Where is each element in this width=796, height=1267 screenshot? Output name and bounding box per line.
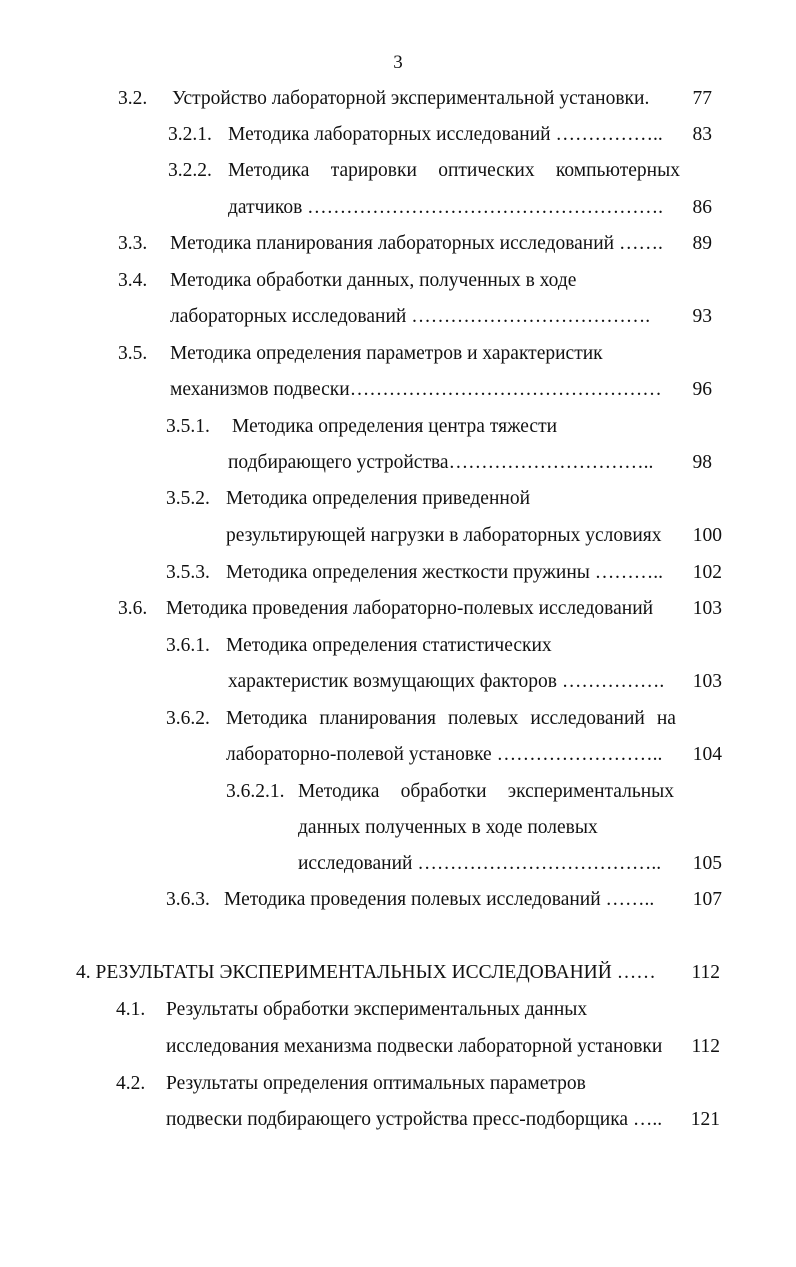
- toc-word: Методика: [298, 781, 380, 802]
- toc-entry-3-4: [118, 266, 714, 296]
- toc-entry-page: 98: [692, 452, 712, 473]
- toc-word: тарировки: [330, 160, 417, 181]
- toc-entry-page: 103: [692, 671, 722, 692]
- toc-word: Методика: [228, 160, 310, 181]
- toc-entry-page: 89: [692, 233, 712, 254]
- toc-entry-3-6-1-cont: [228, 667, 722, 697]
- toc-entry-3-5: [118, 339, 714, 369]
- toc-entry-3-6-2: [166, 704, 676, 734]
- toc-entry-number: 4.1.: [116, 999, 146, 1020]
- toc-entry-number: 3.4.: [118, 270, 148, 291]
- toc-entry-title-line-2: лабораторных исследований ……………………………….: [170, 306, 651, 327]
- toc-entry-number: 3.2.2.: [168, 160, 212, 181]
- toc-entry-title-line-2: исследования механизма подвески лабораторной установки: [166, 1036, 663, 1057]
- toc-entry-title-line-2: механизмов подвески…………………………………………: [170, 379, 662, 400]
- toc-entry-title-line-2: датчиков ……………………………………………….: [228, 197, 664, 218]
- toc-entry-page: 96: [692, 379, 712, 400]
- toc-entry-3-2-2: [168, 156, 680, 186]
- toc-entry-title-line-2: подбирающего устройства…………………………..: [228, 452, 654, 473]
- toc-entry-number: 3.6.1.: [166, 635, 210, 656]
- toc-entry-number: 3.3.: [118, 233, 148, 254]
- toc-entry-page: 107: [692, 889, 722, 910]
- toc-entry-number: 3.2.1.: [168, 124, 212, 145]
- toc-entry-title-line-1: [298, 777, 674, 807]
- toc-entry-number: 4.2.: [116, 1073, 146, 1094]
- toc-entry-title: Методика лабораторных исследований ……………..: [228, 124, 663, 145]
- toc-entry-title-line-1: Методика определения центра тяжести: [232, 416, 558, 437]
- toc-entry-title: Методика проведения лабораторно-полевых исследований: [166, 598, 654, 619]
- toc-entry-4-2-cont: [166, 1105, 720, 1135]
- toc-entry-3-6-2-1: [226, 777, 674, 807]
- toc-entry-3-5-cont: [170, 375, 714, 405]
- toc-entry-page: 105: [692, 853, 722, 874]
- toc-entry-title-line-1: Методика обработки данных, полученных в ходе: [170, 270, 577, 291]
- toc-entry-page: 112: [691, 962, 720, 983]
- toc-word: компьютерных: [555, 160, 680, 181]
- toc-entry-number: 3.5.1.: [166, 416, 210, 437]
- toc-entry-page: 93: [692, 306, 712, 327]
- toc-word: планирования: [319, 708, 437, 729]
- toc-entry-3-6-2-1-cont-1: [298, 813, 722, 843]
- toc-entry-title-line-1: [226, 704, 676, 734]
- toc-entry-page: 102: [692, 562, 722, 583]
- toc-entry-title-line-1: Методика определения параметров и характеристик: [170, 343, 603, 364]
- page-number: 3: [393, 52, 403, 73]
- toc-entry-number: 3.6.2.1.: [226, 781, 285, 802]
- toc-entry-number: 3.5.2.: [166, 488, 210, 509]
- toc-entry-3-5-2-cont: [226, 521, 722, 551]
- toc-entry-number: 3.5.: [118, 343, 148, 364]
- toc-entry-title-line-1: Методика определения приведенной: [226, 488, 531, 509]
- toc-entry-4-2: [116, 1069, 720, 1099]
- toc-entry-3-5-2: [166, 484, 714, 514]
- toc-chapter-title: 4. РЕЗУЛЬТАТЫ ЭКСПЕРИМЕНТАЛЬНЫХ ИССЛЕДОВАНИЙ ……: [76, 962, 656, 983]
- toc-entry-title-line-1: Результаты обработки экспериментальных данных: [166, 999, 588, 1020]
- toc-entry-number: 3.6.3.: [166, 889, 210, 910]
- toc-entry-title-line-1: Результаты определения оптимальных параметров: [166, 1073, 586, 1094]
- toc-entry-3-3: [118, 229, 714, 259]
- toc-entry-4: [76, 958, 720, 988]
- toc-entry-3-4-cont: [170, 302, 714, 332]
- toc-entry-title-line-2: подвески подбирающего устройства пресс-подборщика …..: [166, 1109, 663, 1130]
- toc-entry-number: 3.6.: [118, 598, 148, 619]
- toc-entry-3-2-2-cont: [228, 193, 714, 223]
- toc-entry-title-line-2: лабораторно-полевой установке ……………………..: [226, 744, 663, 765]
- toc-entry-3-6: [118, 594, 722, 624]
- toc-entry-title-line-2: результирующей нагрузки в лабораторных условиях: [226, 525, 662, 546]
- toc-entry-page: 121: [690, 1109, 720, 1130]
- toc-entry-title: Устройство лабораторной экспериментальной установки.: [172, 88, 650, 109]
- toc-word: полевых: [448, 708, 519, 729]
- toc-entry-3-6-1: [166, 631, 722, 661]
- toc-entry-title-line-2: данных полученных в ходе полевых: [298, 817, 598, 838]
- toc-entry-3-2: [118, 84, 722, 114]
- toc-word: Методика: [226, 708, 308, 729]
- toc-entry-number: 3.6.2.: [166, 708, 210, 729]
- toc-entry-page: 103: [692, 598, 722, 619]
- toc-word: исследований: [530, 708, 645, 729]
- toc-entry-3-6-2-1-cont-2: [298, 849, 722, 879]
- toc-word: оптических: [438, 160, 535, 181]
- toc-entry-page: 77: [692, 88, 712, 109]
- toc-entry-page: 100: [692, 525, 722, 546]
- toc-entry-page: 112: [691, 1036, 720, 1057]
- toc-entry-number: 3.2.: [118, 88, 148, 109]
- toc-entry-page: 104: [692, 744, 722, 765]
- toc-entry-3-6-2-cont: [226, 740, 722, 770]
- toc-entry-title-line-1: Методика определения статистических: [226, 635, 552, 656]
- toc-entry-title-line-2: характеристик возмущающих факторов …………….: [228, 671, 665, 692]
- toc-entry-3-6-3: [166, 885, 722, 915]
- toc-word: экспериментальных: [507, 781, 674, 802]
- toc-entry-3-2-1: [168, 120, 714, 150]
- toc-word: на: [656, 708, 676, 729]
- toc-word: обработки: [400, 781, 487, 802]
- toc-entry-4-1-cont: [166, 1032, 720, 1062]
- toc-entry-3-5-3: [166, 558, 722, 588]
- toc-entry-title: Методика определения жесткости пружины ………..: [226, 562, 663, 583]
- toc-entry-3-5-1: [166, 412, 714, 442]
- toc-entry-page: 86: [692, 197, 712, 218]
- toc-entry-title-line-3: исследований ………………………………..: [298, 853, 662, 874]
- toc-entry-title: Методика планирования лабораторных исследований …….: [170, 233, 663, 254]
- toc-entry-title-line-1: [228, 156, 680, 186]
- toc-entry-number: 3.5.3.: [166, 562, 210, 583]
- toc-entry-page: 83: [692, 124, 712, 145]
- toc-entry-3-5-1-cont: [228, 448, 714, 478]
- toc-entry-4-1: [116, 995, 720, 1025]
- toc-entry-title: Методика проведения полевых исследований ……..: [224, 889, 655, 910]
